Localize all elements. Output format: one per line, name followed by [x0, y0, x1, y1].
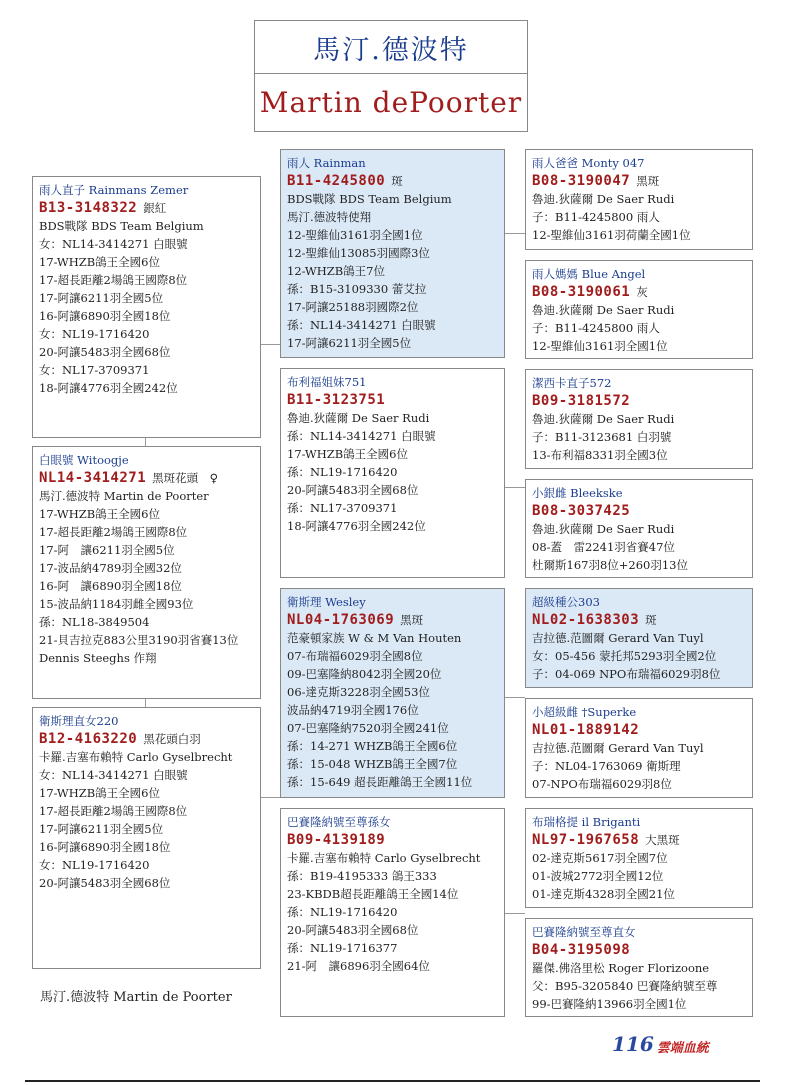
card-line: 17-WHZB鴿王全國6位 [287, 447, 408, 461]
card-line: 01-達克斯4328羽全國21位 [532, 887, 675, 901]
ring-number: NL14-3414271 [39, 470, 147, 486]
pedigree-card-barcelona-granddaughter [280, 808, 505, 1017]
card-line: 孫：15-649 超長距離鴿王全國11位 [287, 775, 473, 789]
pedigree-card-barcelona-daughter [525, 918, 753, 1017]
ring-number: B11-3123751 [287, 392, 386, 408]
ring-number: NL04-1763069 [287, 612, 395, 628]
card-line: 16-阿 讓6890羽全國18位 [39, 579, 182, 593]
color-note: 大黑斑 [645, 833, 680, 847]
card-line: 13-布利福8331羽全國3位 [532, 448, 668, 462]
ring-number: B04-3195098 [532, 942, 631, 958]
card-title: 布瑞格提 il Briganti [532, 815, 641, 829]
card-line: 羅傑.佛洛里松 Roger Florizoone [532, 961, 710, 975]
card-line: 23-KBDB超長距離鴿王全國14位 [287, 887, 459, 901]
card-line: 18-阿讓4776羽全國242位 [39, 381, 178, 395]
pedigree-card-super-breeder-303 [525, 588, 753, 688]
pedigree-card-wesley [280, 588, 505, 798]
card-line: 子：B11-4245800 雨人 [532, 321, 660, 335]
ring-number: B12-4163220 [39, 731, 138, 747]
connector-line [504, 233, 525, 234]
card-line: 07-布瑞福6029羽全國8位 [287, 649, 423, 663]
card-title: 衛斯理直女220 [39, 714, 119, 728]
brand-logo[interactable] [612, 1032, 709, 1056]
card-line: 17-阿讓6211羽全國5位 [39, 822, 164, 836]
connector-line [504, 913, 525, 914]
card-line: 子：NL04-1763069 衛斯理 [532, 759, 681, 773]
card-line: 女：05-456 蒙托邦5293羽全國2位 [532, 649, 717, 663]
color-note: 黑花頭白羽 [143, 732, 201, 746]
color-note: 斑 [391, 174, 403, 188]
card-line: 孫：NL19-1716420 [287, 905, 398, 919]
pedigree-card-briganti [525, 808, 753, 908]
card-title: 小超級雌 †Superke [532, 705, 637, 719]
ring-number: B08-3190061 [532, 284, 631, 300]
card-line: 子：B11-3123681 白羽號 [532, 430, 672, 444]
card-line: 12-WHZB鴿王7位 [287, 264, 385, 278]
card-line: 孫：NL14-3414271 白眼號 [287, 318, 436, 332]
card-line: 吉拉德.范圖爾 Gerard Van Tuyl [532, 631, 704, 645]
card-line: 女：NL19-1716420 [39, 858, 150, 872]
card-line: 孫：B15-3109330 蕾艾拉 [287, 282, 427, 296]
logo-number: 116 [612, 1032, 654, 1056]
card-line: 馬汀.德波特使翔 [287, 210, 372, 224]
pedigree-card-monty [525, 149, 753, 250]
ring-number: B08-3037425 [532, 503, 631, 519]
card-title: 巴賽隆納號至尊直女 [532, 925, 636, 939]
card-line: 孫：NL19-1716377 [287, 941, 398, 955]
color-note: 灰 [636, 285, 648, 299]
card-line: 17-阿 讓6211羽全國5位 [39, 543, 175, 557]
card-line: 孫：NL17-3709371 [287, 501, 398, 515]
card-line: 06-達克斯3228羽全國53位 [287, 685, 430, 699]
color-note: 黑斑 [400, 613, 424, 627]
connector-line [145, 437, 146, 446]
card-title: 超級種公303 [532, 595, 600, 609]
card-line: 子：04-069 NPO布瑞福6029羽8位 [532, 667, 721, 681]
connector-line [145, 698, 146, 707]
card-line: 子：B11-4245800 雨人 [532, 210, 660, 224]
card-line: 16-阿讓6890羽全國18位 [39, 840, 171, 854]
color-note: 銀紅 [143, 201, 167, 215]
card-line: BDS戰隊 BDS Team Belgium [287, 192, 452, 206]
card-line: 17-波品納4789羽全國32位 [39, 561, 182, 575]
card-line: 17-阿讓25188羽國際2位 [287, 300, 419, 314]
card-line: 12-聖維仙3161羽荷蘭全國1位 [532, 228, 691, 242]
card-line: 16-阿讓6890羽全國18位 [39, 309, 171, 323]
card-line: 孫：NL14-3414271 白眼號 [287, 429, 436, 443]
card-line: 女：NL19-1716420 [39, 327, 150, 341]
card-line: 魯迪.狄薩爾 De Saer Rudi [532, 522, 675, 536]
connector-line [260, 344, 280, 345]
card-title: 雨人媽媽 Blue Angel [532, 267, 646, 281]
card-line: 21-貝吉拉克883公里3190羽省賽13位 [39, 633, 239, 647]
ring-number: B13-3148322 [39, 200, 138, 216]
card-title: 潔西卡直子572 [532, 376, 612, 390]
card-line: 吉拉德.范圖爾 Gerard Van Tuyl [532, 741, 704, 755]
card-line: 17-阿讓6211羽全國5位 [39, 291, 164, 305]
card-line: 孫：14-271 WHZB鴿王全國6位 [287, 739, 458, 753]
card-title: 白眼號 Witoogje [39, 453, 129, 467]
card-line: 20-阿讓5483羽全國68位 [39, 876, 171, 890]
card-line: 魯迪.狄薩爾 De Saer Rudi [532, 412, 675, 426]
pedigree-card-rainman [280, 149, 505, 358]
card-line: 17-WHZB鴿王全國6位 [39, 507, 160, 521]
card-line: 08-蓋 雷2241羽省賽47位 [532, 540, 675, 554]
card-title: 衛斯理 Wesley [287, 595, 366, 609]
card-line: 17-WHZB鴿王全國6位 [39, 255, 160, 269]
card-line: 魯迪.狄薩爾 De Saer Rudi [532, 303, 675, 317]
card-line: 17-超長距離2場鴿王國際8位 [39, 804, 188, 818]
color-note: 斑 [645, 613, 657, 627]
card-title: 布利福姐妹751 [287, 375, 367, 389]
connector-line [504, 697, 525, 698]
ring-number: B09-4139189 [287, 832, 386, 848]
card-line: 波品納4719羽全國176位 [287, 703, 419, 717]
card-title: 雨人爸爸 Monty 047 [532, 156, 645, 170]
color-note: 黑斑 [636, 174, 660, 188]
card-line: Dennis Steeghs 作翔 [39, 651, 157, 665]
card-line: 15-波品納1184羽雌全國93位 [39, 597, 194, 611]
ring-number: NL01-1889142 [532, 722, 640, 738]
card-line: 17-超長距離2場鴿王國際8位 [39, 273, 188, 287]
card-line: 魯迪.狄薩爾 De Saer Rudi [532, 192, 675, 206]
ring-number: B08-3190047 [532, 173, 631, 189]
ring-number: NL02-1638303 [532, 612, 640, 628]
card-line: 09-巴塞隆納8042羽全國20位 [287, 667, 442, 681]
card-line: 卡羅.吉塞布賴特 Carlo Gyselbrecht [39, 750, 233, 764]
pedigree-card-witoogje [32, 446, 261, 699]
card-line: 18-阿讓4776羽全國242位 [287, 519, 426, 533]
card-title: 小銀雌 Bleekske [532, 486, 623, 500]
divider [25, 1080, 760, 1082]
card-line: 02-達克斯5617羽全國7位 [532, 851, 668, 865]
pedigree-card-jessica [525, 369, 753, 469]
card-line: 卡羅.吉塞布賴特 Carlo Gyselbrecht [287, 851, 481, 865]
card-line: 12-聖維仙13085羽國際3位 [287, 246, 430, 260]
pedigree-card-rainmans-zemer [32, 176, 261, 438]
ring-number: B09-3181572 [532, 393, 631, 409]
card-line: 女：NL17-3709371 [39, 363, 150, 377]
ring-number: B11-4245800 [287, 173, 386, 189]
card-line: 17-超長距離2場鴿王國際8位 [39, 525, 188, 539]
pedigree-card-blue-angel [525, 260, 753, 359]
card-line: 父：B95-3205840 巴賽隆納號至尊 [532, 979, 718, 993]
connector-line [504, 487, 525, 488]
page-title-english: Martin dePoorter [254, 73, 528, 132]
card-line: 01-波城2772羽全國12位 [532, 869, 664, 883]
card-line: 12-聖維仙3161羽全國1位 [287, 228, 423, 242]
card-line: 20-阿讓5483羽全國68位 [39, 345, 171, 359]
page-title-chinese: 馬汀.德波特 [254, 20, 528, 74]
card-line: 17-WHZB鴿王全國6位 [39, 786, 160, 800]
pedigree-card-brief-sister [280, 368, 505, 578]
card-line: 魯迪.狄薩爾 De Saer Rudi [287, 411, 430, 425]
card-line: 17-阿讓6211羽全國5位 [287, 336, 412, 350]
card-line: 07-巴塞隆納7520羽全國241位 [287, 721, 449, 735]
logo-text: 雲端血統 [656, 1041, 709, 1056]
card-line: 07-NPO布瑞福6029羽8位 [532, 777, 672, 791]
card-line: 馬汀.德波特 Martin de Poorter [39, 489, 209, 503]
connector-line [260, 797, 280, 798]
card-line: 孫：15-048 WHZB鴿王全國7位 [287, 757, 458, 771]
color-note: 黑斑花頭 ♀ [152, 471, 219, 485]
card-line: 21-阿 讓6896羽全國64位 [287, 959, 430, 973]
pedigree-card-wesley-daughter [32, 707, 261, 969]
card-line: 孫：NL19-1716420 [287, 465, 398, 479]
pedigree-card-bleekske [525, 479, 753, 578]
card-line: 20-阿讓5483羽全國68位 [287, 923, 419, 937]
card-title: 雨人直子 Rainmans Zemer [39, 183, 189, 197]
card-line: 杜爾斯167羽8位+260羽13位 [532, 558, 688, 572]
card-line: 20-阿讓5483羽全國68位 [287, 483, 419, 497]
card-line: 孫：B19-4195333 鴿王333 [287, 869, 437, 883]
card-line: BDS戰隊 BDS Team Belgium [39, 219, 204, 233]
card-line: 99-巴賽隆納13966羽全國1位 [532, 997, 687, 1011]
ring-number: NL97-1967658 [532, 832, 640, 848]
card-title: 雨人 Rainman [287, 156, 366, 170]
card-line: 范豪頓家族 W & M Van Houten [287, 631, 462, 645]
breeder-signature: 馬汀.德波特 Martin de Poorter [40, 990, 232, 1005]
card-title: 巴賽隆納號至尊孫女 [287, 815, 391, 829]
pedigree-card-superke [525, 698, 753, 798]
card-line: 12-聖維仙3161羽全國1位 [532, 339, 668, 353]
card-line: 女：NL14-3414271 白眼號 [39, 768, 188, 782]
card-line: 孫：NL18-3849504 [39, 615, 150, 629]
card-line: 女：NL14-3414271 白眼號 [39, 237, 188, 251]
